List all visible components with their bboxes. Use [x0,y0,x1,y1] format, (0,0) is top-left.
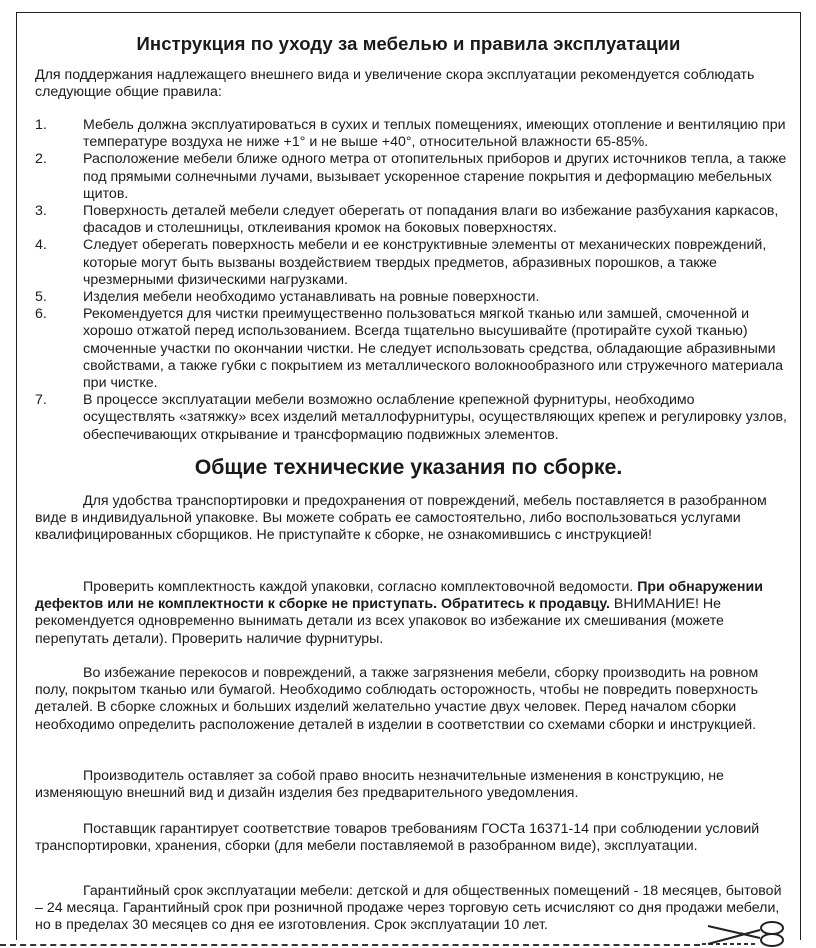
paragraph-delivery: Для удобства транспортировки и предохранения от повреждений, мебель поставляется в разобранном виде в индивидуальной упаковке. Вы можете собрать ее самостоятельно, либо воспользоваться услугами квалифицированных сборщиков. Не приступайте к сборке, не ознакомившись с инструкцией! [35,493,767,544]
list-item [35,117,790,151]
paragraph-warranty-period: Гарантийный срок эксплуатации мебели: детской и для общественных помещений - 18 месяцев, бытовой – 24 месяца. Гарантийный срок при розничной продаже через торговую сеть исчисляют со дня продажи мебели, но в пределах 30 месяцев со дня ее изготовления. Срок эксплуатации 10 лет. [35,883,782,934]
list-item-number: 2. [35,151,47,168]
list-item-text: Изделия мебели необходимо устанавливать на ровные поверхности. [83,289,540,306]
list-item-number: 6. [35,306,47,323]
list-item-text: Рекомендуется для чистки преимущественно пользоваться мягкой тканью или замшей, смоченной и хорошо отжатой перед использованием. Всегда тщательно высушивайте (протирайте сухой тканью) смоченные участки по окончании чистки. Не следует использовать средства, обладающие абразивными свойствами, а также губки с покрытием из металлического волокнообразного или стружечного материала при чистке. [83,306,784,392]
list-item-text: Мебель должна эксплуатироваться в сухих и теплых помещениях, имеющих отопление и вентиляцию при температуре воздуха не ниже +1° и не выше +40°, относительной влажности 65-85%. [83,117,786,151]
list-item [35,203,790,237]
list-item-number: 4. [35,237,47,254]
list-item-number: 7. [35,392,47,409]
list-item-text: Поверхность деталей мебели следует оберегать от попадания влаги во избежание разбухания каркасов, фасадов и столешницы, отклеивания кромок на боковых поверхностях. [83,203,779,237]
list-item [35,306,790,392]
list-item [35,237,790,289]
paragraph-assembly-conditions: Во избежание перекосов и повреждений, а также загрязнения мебели, сборку производить на ровном полу, покрытом тканью или бумагой. Необходимо соблюдать осторожность, чтобы не повредить поверхность деталей. В сборке сложных и больших изделий желательно участие двух человек. Перед началом сборки необходимо определить расположение деталей в изделии в соответствии со схемами сборки и инструкцией. [35,665,759,733]
list-item-number: 3. [35,203,47,220]
list-item-number: 1. [35,117,47,133]
cut-line [0,944,700,946]
assembly-section-title: Общие технические указания по сборке. [194,455,623,479]
instruction-sheet [16,12,801,940]
completeness-text: Проверить комплектность каждой упаковки, согласно комплектовочной ведомости. [83,579,638,595]
intro-text: Для поддержания надлежащего внешнего вида и увеличение скора эксплуатации рекомендуется соблюдать следующие общие правила: [35,67,755,101]
list-item-text: В процессе эксплуатации мебели возможно ослабление крепежной фурнитуры, необходимо осуществлять «затяжку» всех изделий металлофурнитуры, осуществляющих крепеж и регулировку узлов, обеспечивающих открывание и трансформацию подвижных элементов. [83,392,787,443]
scissors-icon [698,918,794,948]
list-item-number: 5. [35,289,47,306]
list-item-text: Расположение мебели ближе одного метра от отопительных приборов и других источников тепла, а также под прямыми солнечными лучами, вызывает ускоренное старение покрытия и деформацию мебельных щитов. [83,151,787,202]
list-item [35,392,790,444]
list-item [35,289,790,306]
paragraph-completeness [35,579,790,648]
list-item-text: Следует оберегать поверхность мебели и ее конструктивные элементы от механических повреждений, которые могут быть вызваны воздействием твердых предметов, абразивных порошков, а также чрезмерными физическими нагрузками. [83,237,767,288]
paragraph-supplier-guarantee: Поставщик гарантирует соответствие товаров требованиям ГОСТа 16371-14 при соблюдении условий транспортировки, хранения, сборки (для мебели поставляемой в разобранном виде), эксплуатации. [35,821,760,855]
completeness-warning: При обнаружении дефектов или не комплектности к сборке не приступать. Обратитесь к продавцу. [35,579,763,613]
attention-text: ВНИМАНИЕ! Не рекомендуется одновременно вынимать детали из всех упаковок во избежание их смешивания (можете перепутать детали). Проверить наличие фурнитуры. [35,596,724,647]
list-item [35,151,790,203]
paragraph-manufacturer-rights: Производитель оставляет за собой право вносить незначительные изменения в конструкцию, не изменяющую внешний вид и дизайн изделия без предварительного уведомления. [35,768,724,802]
care-rules-list [35,117,790,444]
document-title: Инструкция по уходу за мебелью и правила эксплуатации [136,33,681,54]
